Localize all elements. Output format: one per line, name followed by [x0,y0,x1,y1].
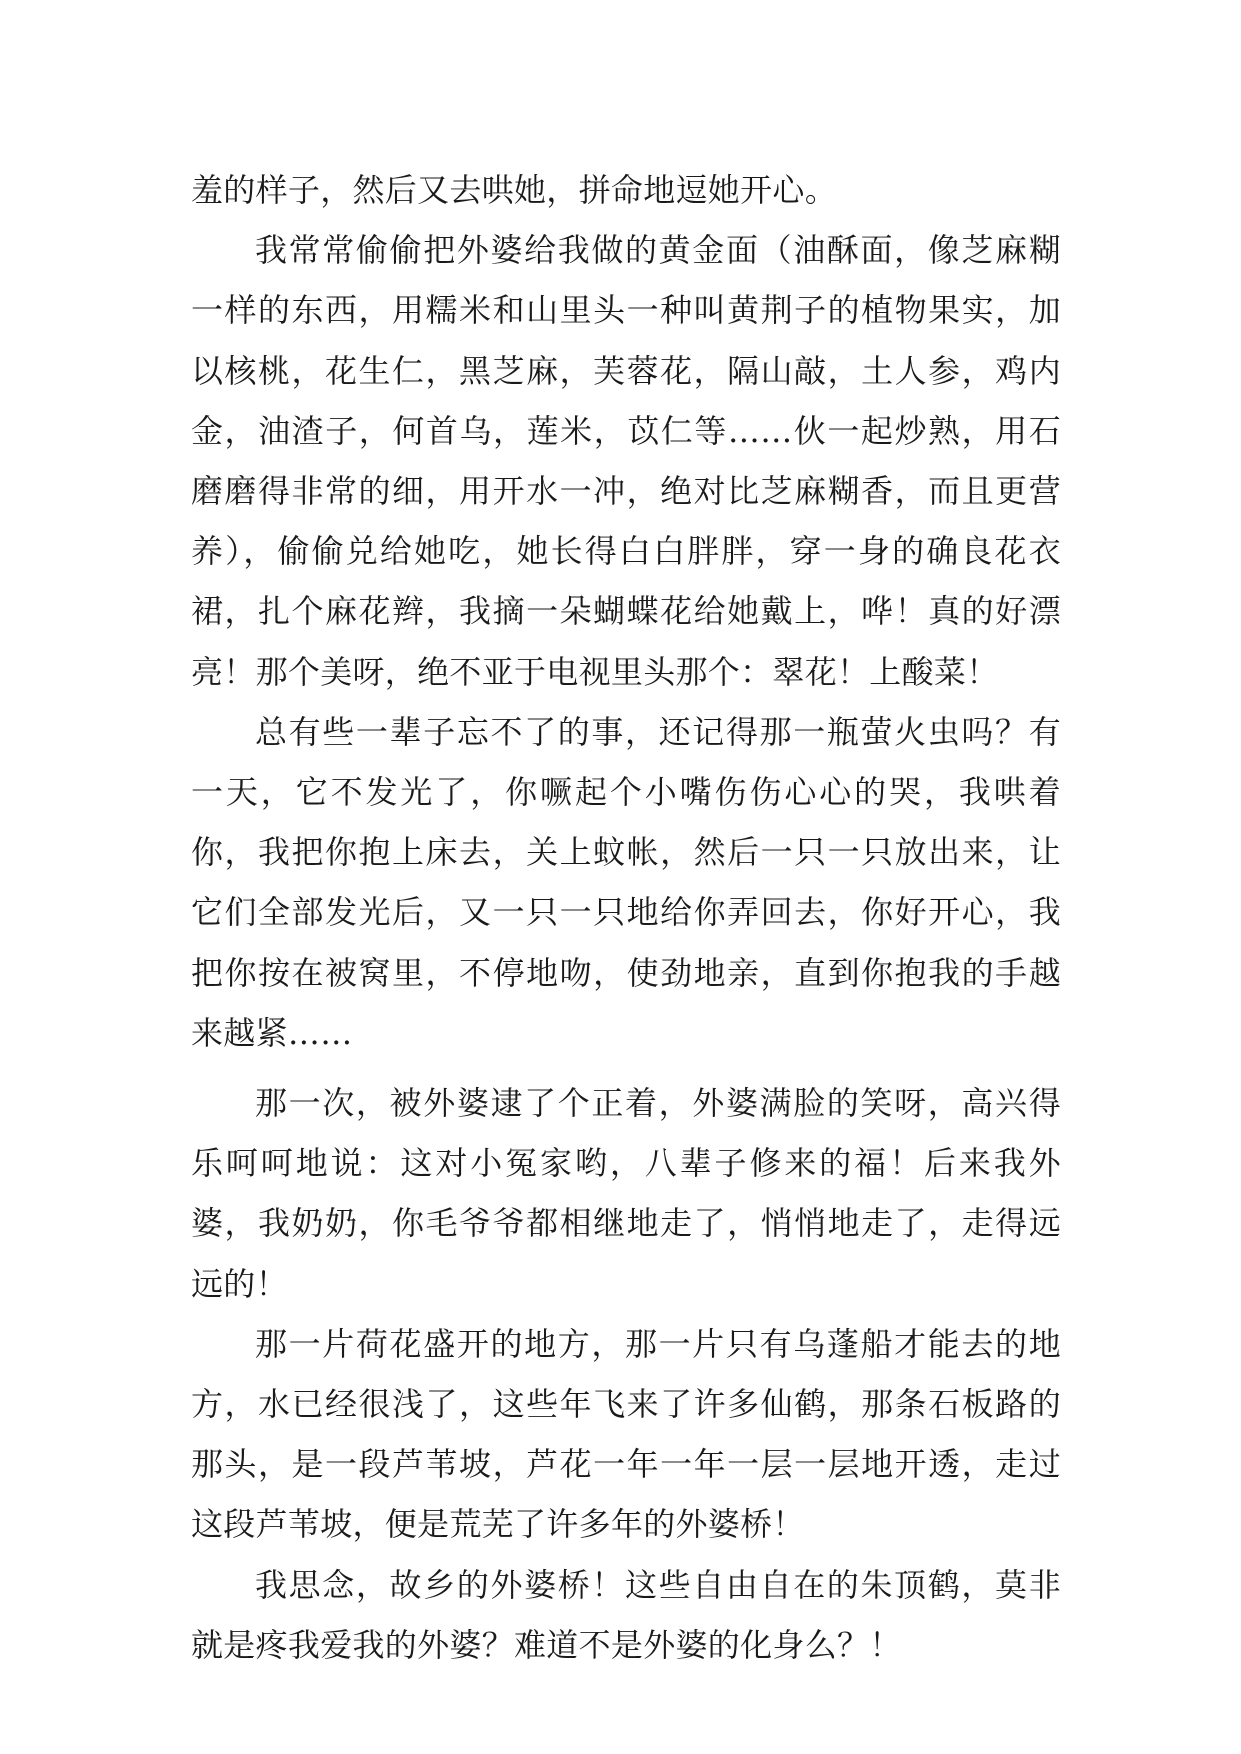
paragraph-5: 那一片荷花盛开的地方，那一片只有乌蓬船才能去的地方，水已经很浅了，这些年飞来了许多仙鹤，那条石板路的那头，是一段芦苇坡，芦花一年一年一层一层地开透，走过这段芦苇坡，便是荒芜了许多年的外婆桥！ [191,1324,1061,1544]
paragraph-6: 我思念，故乡的外婆桥！这些自由自在的朱顶鹤，莫非就是疼我爱我的外婆？难道不是外婆的化身么？！ [191,1565,1061,1664]
paragraph-2: 我常常偷偷把外婆给我做的黄金面（油酥面，像芝麻糊一样的东西，用糯米和山里头一种叫黄荆子的植物果实，加以核桃，花生仁，黑芝麻，芙蓉花，隔山敲，土人参，鸡内金，油渣子，何首乌，莲米，苡仁等……伙一起炒熟，用石磨磨得非常的细，用开水一冲，绝对比芝麻糊香，而且更营养），偷偷兑给她吃，她长得白白胖胖，穿一身的确良花衣裙，扎个麻花辫，我摘一朵蝴蝶花给她戴上，哗！真的好漂亮！那个美呀，绝不亚于电视里头那个：翠花！上酸菜！ [191,231,1061,691]
paragraph-4: 那一次，被外婆逮了个正着，外婆满脸的笑呀，高兴得乐呵呵地说：这对小冤家哟，八辈子修来的福！后来我外婆，我奶奶，你毛爷爷都相继地走了，悄悄地走了，走得远远的！ [191,1084,1061,1303]
paragraph-1: 羞的样子，然后又去哄她，拼命地逗她开心。 [191,171,838,209]
paragraph-3: 总有些一辈子忘不了的事，还记得那一瓶萤火虫吗？有一天，它不发光了，你噘起个小嘴伤伤心心的哭，我哄着你，我把你抱上床去，关上蚊帐，然后一只一只放出来，让它们全部发光后，又一只一只地给你弄回去，你好开心，我把你按在被窝里，不停地吻，使劲地亲，直到你抱我的手越来越紧…… [191,712,1061,1052]
body-text [191,160,1061,1675]
